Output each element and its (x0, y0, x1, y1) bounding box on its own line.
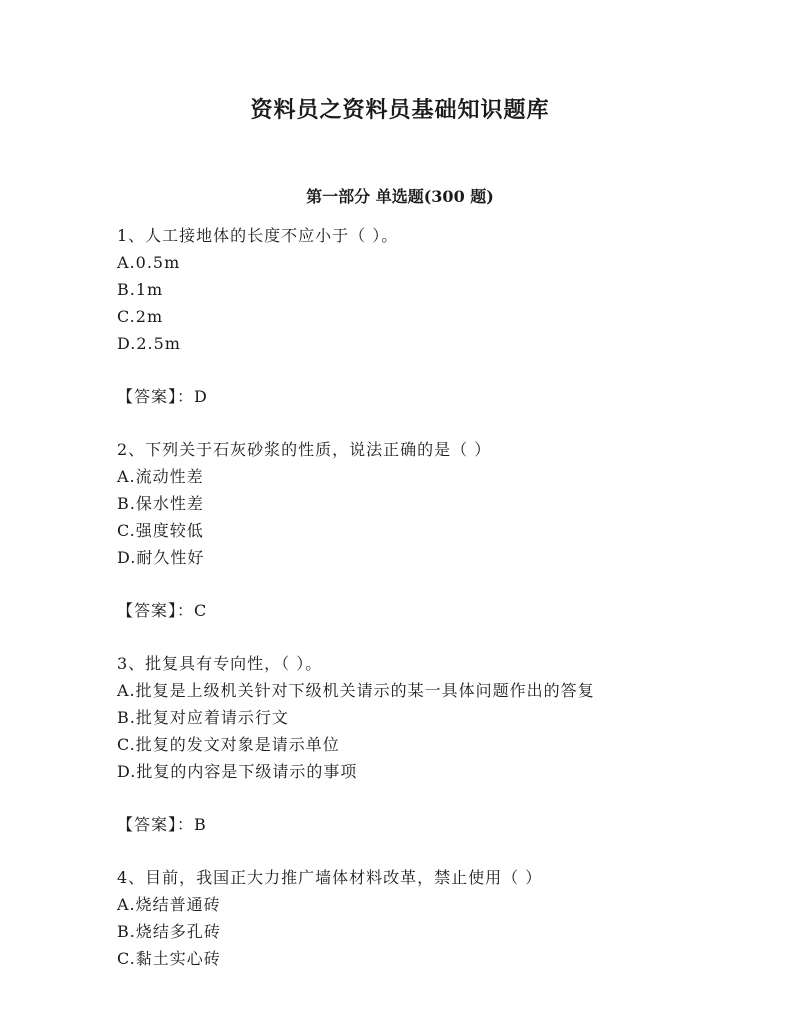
question-text: 4、目前，我国正大力推广墙体材料改革，禁止使用（ ） (117, 868, 543, 887)
document-title: 资料员之资料员基础知识题库 (250, 97, 550, 123)
option-c: C.强度较低 (117, 521, 204, 540)
section-title: 第一部分 单选题(300 题) (306, 187, 494, 206)
question-1 (117, 222, 757, 410)
option-a: A.烧结普通砖 (117, 895, 221, 914)
question-list (117, 222, 757, 998)
option-b: B.保水性差 (117, 494, 204, 513)
question-text: 1、人工接地体的长度不应小于（ ）。 (117, 226, 399, 245)
option-a: A.批复是上级机关针对下级机关请示的某一具体问题作出的答复 (117, 681, 595, 700)
option-b: B.批复对应着请示行文 (117, 708, 289, 727)
option-b: B.1m (117, 280, 164, 299)
answer-line: 【答案】：D (117, 387, 208, 406)
option-c: C.批复的发文对象是请示单位 (117, 735, 340, 754)
option-d: D.2.5m (117, 334, 181, 353)
question-text: 2、下列关于石灰砂浆的性质，说法正确的是（ ） (117, 440, 492, 459)
option-a: A.0.5m (117, 253, 181, 272)
option-b: B.烧结多孔砖 (117, 922, 221, 941)
option-c: C.2m (117, 307, 164, 326)
option-a: A.流动性差 (117, 467, 204, 486)
answer-line: 【答案】：B (117, 815, 207, 834)
option-d: D.批复的内容是下级请示的事项 (117, 762, 358, 781)
option-d: D.耐久性好 (117, 548, 205, 567)
option-c: C.黏土实心砖 (117, 949, 221, 968)
question-3 (117, 650, 757, 838)
answer-line: 【答案】：C (117, 601, 208, 620)
question-4 (117, 864, 757, 972)
question-text: 3、批复具有专向性，（ ）。 (117, 654, 323, 673)
question-2 (117, 436, 757, 624)
